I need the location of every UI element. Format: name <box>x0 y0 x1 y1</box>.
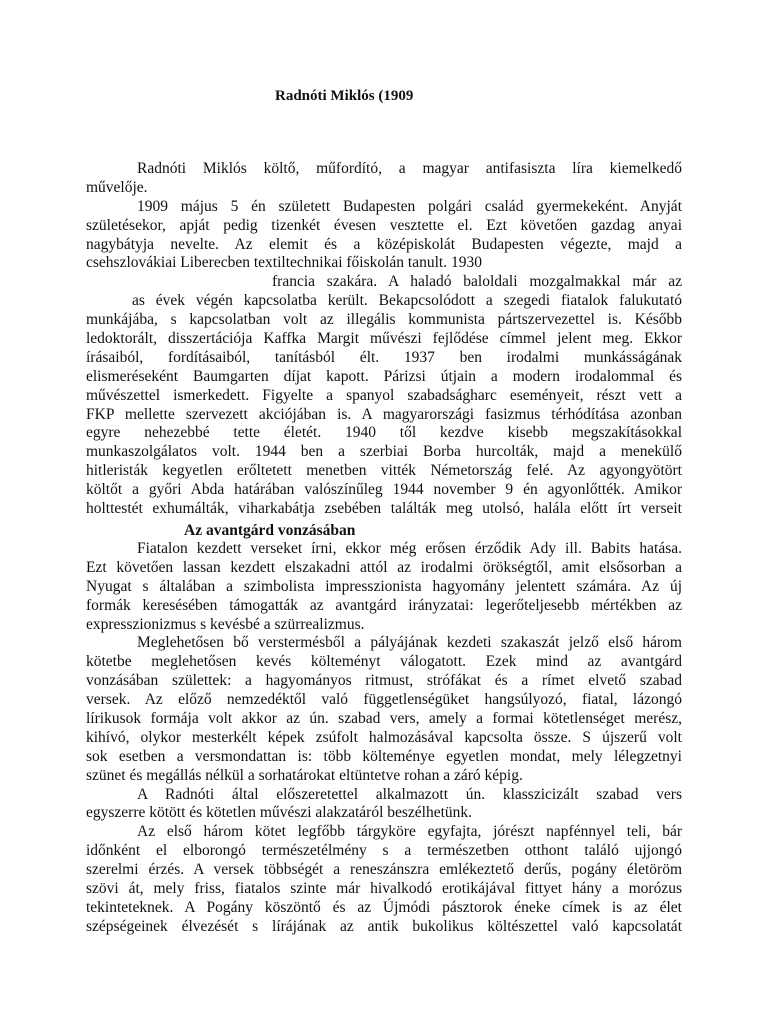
text-line: kötetbe meglehetősen kevés költeményt válogatott. Ezek mind az avantgárd <box>86 653 682 671</box>
avantgarde-section <box>86 540 682 937</box>
text-line: elismeréseként Baumgarten díjat kapott. Párizsi útjain a modern irodalommal és <box>86 367 682 385</box>
text-line: egyszerre kötött és kötetlen művészi alakzatáról beszélhetünk. <box>86 804 473 822</box>
text-line: ledoktorált, disszertációja Kaffka Margit művészi fejlődése címmel jelent meg. Ekkor <box>86 330 682 348</box>
text-line: csehszlovákiai Liberecben textiltechnikai főiskolán tanult. 1930 <box>86 254 482 272</box>
text-line: lírikusok formája volt akkor az ún. szabad vers, amely a formai kötetlenséget merész, <box>86 710 682 728</box>
text-line: Ezt követően lassan kezdett elszakadni attól az irodalmi örökségtől, amit elsősorban a <box>86 558 682 576</box>
text-line: nagybátyja nevelte. Az elemit és a középiskolát Budapesten végezte, majd a <box>86 235 682 253</box>
text-line: francia szakára. A haladó baloldali mozgalmakkal már az <box>272 273 682 291</box>
text-line: kihívó, olykor mesterkélt képek zsúfolt halmozásával kapcsolta össze. S újszerű volt <box>86 728 682 746</box>
text-line: Nyugat s általában a szimbolista impresszionista hagyomány jelentett számára. Az új <box>86 577 682 595</box>
text-line: szépségeinek élvezését s lírájának az antik bukolikus költészettel való kapcsolatát <box>86 917 682 935</box>
text-line: művelője. <box>86 178 148 196</box>
text-line: 1909 május 5 én született Budapesten polgári család gyermekeként. Anyját <box>137 197 682 215</box>
text-line: szerelmi érzés. A versek többségét a reneszánszra emlékeztető derűs, pogány életöröm <box>86 861 682 879</box>
page-title: Radnóti Miklós (1909 <box>275 88 414 104</box>
text-line: költőt a győri Abda határában valószínűleg 1944 november 9 én agyonlőtték. Amikor <box>86 481 682 499</box>
text-line: Radnóti Miklós költő, műfordító, a magyar antifasiszta líra kiemelkedő <box>137 160 682 177</box>
text-line: expresszionizmus s kevésbé a szürrealizmus. <box>86 615 365 633</box>
section-heading: Az avantgárd vonzásában <box>184 522 356 539</box>
text-line: holttestét exhumálták, viharkabátja zsebében találták meg utolsó, halála előtt írt verseit <box>86 500 682 518</box>
text-line: versek. Az előző nemzedéktől való függetlenségüket hangsúlyozó, fiatal, lázongó <box>86 691 682 709</box>
text-line: írásaiból, fordításaiból, tanításból élt. 1937 ben irodalmi munkásságának <box>86 348 682 366</box>
text-line: szünet és megállás nélkül a sorhatárokat eltüntetve rohan a záró képig. <box>86 766 523 784</box>
text-line: születésekor, apját pedig tizenkét évesen vesztette el. Ezt követően gazdag anyai <box>86 216 682 234</box>
text-line: Az első három kötet legfőbb tárgyköre egyfajta, jórészt napfénnyel teli, bár <box>137 823 682 841</box>
text-line: Fiatalon kezdett verseket írni, ekkor még erősen érződik Ady ill. Babits hatása. <box>137 540 682 557</box>
text-line: Meglehetősen bő verstermésből a pályájának kezdeti szakaszát jelző első három <box>137 634 682 652</box>
text-line: as évek végén kapcsolatba került. Bekapcsolódott a szegedi fiatalok falukutató <box>132 292 682 310</box>
biography-section <box>86 160 682 519</box>
text-line: munkájába, s kapcsolatban volt az illegális kommunista pártszervezettel is. Később <box>86 311 682 329</box>
text-line: tekinteteknek. A Pogány köszöntő és az Újmódi pásztorok éneke címek is az élet <box>86 898 682 916</box>
text-line: A Radnóti által előszeretettel alkalmazott ún. klasszicizált szabad vers <box>137 785 682 803</box>
text-line: sok esetben a versmondattan is: több költeménye egyetlen mondat, mely lélegzetnyi <box>86 747 682 765</box>
text-line: munkaszolgálatos volt. 1944 ben a szerbiai Borba hurcolták, majd a menekülő <box>86 443 682 461</box>
text-line: művészettel ismerkedett. Figyelte a spanyol szabadságharc eseményeit, részt vett a <box>86 386 682 404</box>
text-line: szövi át, mely friss, fiatalos szinte már hivalkodó erotikájával fittyet hány a morózus <box>86 880 682 898</box>
text-line: egyre nehezebbé tette életét. 1940 től kezdve kisebb megszakításokkal <box>86 424 682 442</box>
text-line: formák keresésében támogatták az avantgárd irányzatai: legerőteljesebb mértékben az <box>86 596 682 614</box>
text-line: vonzásában születtek: a hagyományos ritmust, strófákat és a rímet elvető szabad <box>86 672 682 690</box>
text-line: időnként el elborongó természetélmény s a természetben otthont találó ujjongó <box>86 842 682 860</box>
text-line: hitleristák kegyetlen erőltetett menetben vitték Németország felé. Az agyongyötört <box>86 462 682 480</box>
text-line: FKP mellette szervezett akciójában is. A magyarországi fasizmus térhódítása azonban <box>86 405 682 423</box>
